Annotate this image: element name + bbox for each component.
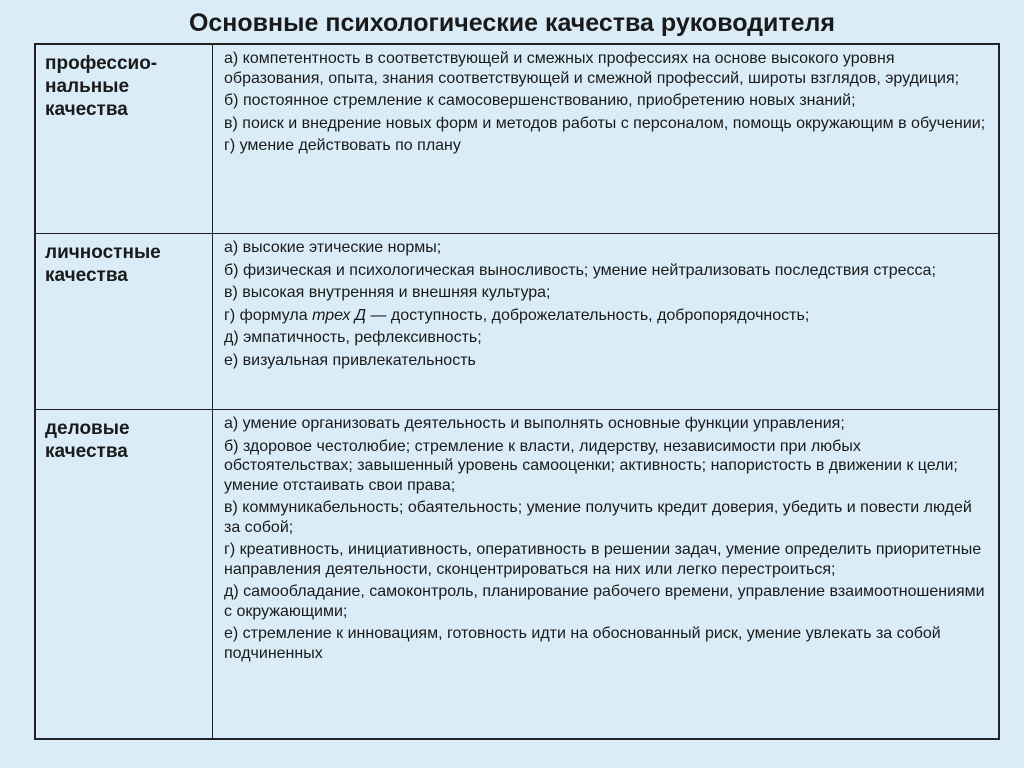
items-professional (213, 45, 998, 233)
category-business (36, 410, 213, 738)
qualities-table (34, 43, 1000, 740)
category-label-line: профессио- (45, 53, 158, 74)
quality-item: е) стремление к инновациям, готовность идти на обоснованный риск, умение увлекать за собой подчиненных (224, 625, 941, 662)
quality-item: б) постоянное стремление к самосовершенствованию, приобретению новых знаний; (224, 92, 856, 109)
quality-item: г) умение действовать по плану (224, 137, 461, 154)
category-personal (36, 234, 213, 409)
table-row-personal (36, 233, 998, 409)
category-label-line: качества (45, 441, 128, 462)
quality-item: а) компетентность в соответствующей и смежных профессиях на основе высокого уровня образования, опыта, знания соответствующей и смежной профессий, широты взглядов, эрудиция; (224, 50, 960, 87)
category-label-line: качества (45, 99, 128, 120)
quality-item: г) креативность, инициативность, оперативность в решении задач, умение определить приоритетные направления деятельности, сконцентрироваться на них или легко перестроиться; (224, 541, 982, 578)
quality-item: г) формула трех Д — доступность, доброжелательность, добропорядочность; (224, 306, 810, 324)
table-row-professional (36, 45, 998, 233)
quality-item: е) визуальная привлекательность (224, 351, 476, 369)
table-row-business (36, 409, 998, 738)
items-personal (213, 234, 998, 409)
category-label-line: качества (45, 265, 128, 286)
category-label-line: нальные (45, 76, 130, 97)
slide-title: Основные психологические качества руководителя (188, 9, 836, 37)
quality-item: д) эмпатичность, рефлексивность; (224, 329, 482, 346)
category-professional (36, 45, 213, 233)
category-label-line: деловые (45, 418, 130, 439)
quality-item: в) коммуникабельность; обаятельность; умение получить кредит доверия, убедить и повести людей за собой; (224, 499, 972, 536)
quality-item-emphasis: трех Д (312, 306, 367, 324)
quality-item: а) высокие этические нормы; (224, 239, 442, 256)
quality-item: а) умение организовать деятельность и выполнять основные функции управления; (224, 415, 845, 432)
quality-item: в) поиск и внедрение новых форм и методов работы с персоналом, помощь окружающим в обучении; (224, 114, 986, 132)
quality-item: в) высокая внутренняя и внешняя культура; (224, 284, 551, 301)
items-business (213, 410, 998, 738)
category-label-line: личностные (45, 242, 161, 263)
quality-item: д) самообладание, самоконтроль, планирование рабочего времени, управление взаимоотношениями с окружающими; (224, 583, 985, 620)
quality-item: б) здоровое честолюбие; стремление к власти, лидерству, независимости при любых обстоятельствах; завышенный уровень самооценки; активность; напористость в движении к цели; умение отстаивать свои права; (224, 437, 958, 494)
quality-item: б) физическая и психологическая выносливость; умение нейтрализовать последствия стресса; (224, 261, 936, 279)
